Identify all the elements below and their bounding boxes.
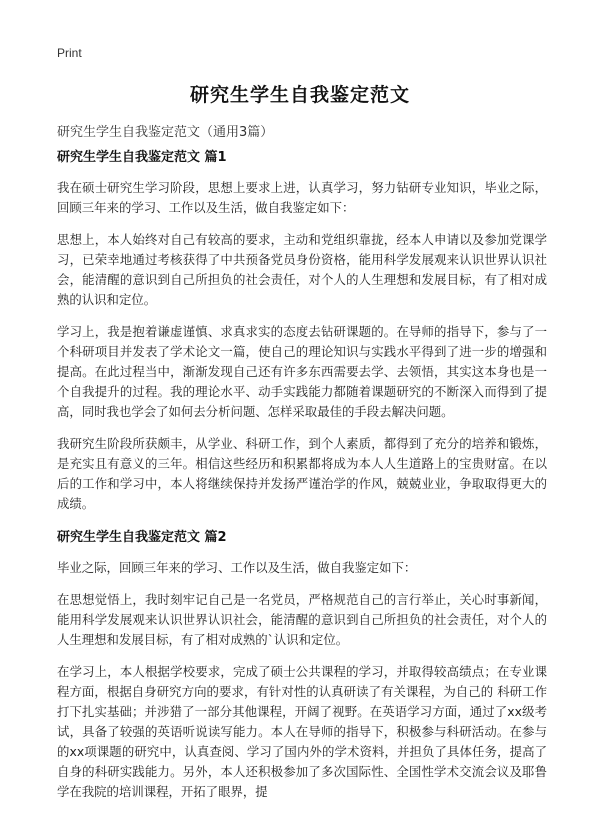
paragraph: 学习上，我是抱着谦虚谨慎、求真求实的态度去钻研课题的。在导师的指导下，参与了一个科研项目并发表了学术论文一篇，使自己的理论知识与实践水平得到了进一步的增强和提高。在此过程当中，渐渐发现自己还有许多东西需要去学、去领悟，其实这本身也是一个自我提升的过程。我的理论水平、动手实践能力都随着课题研究的不断深入而得到了提高，同时我也学会了如何去分析问题、怎样采取最佳的手段去解决问题。 bbox=[57, 324, 547, 419]
print-label: Print bbox=[57, 46, 82, 60]
section-heading: 研究生学生自我鉴定范文 篇1 bbox=[57, 150, 227, 165]
paragraph: 在学习上，本人根据学校要求，完成了硕士公共课程的学习，并取得较高绩点；在专业课程方面，根据自身研究方向的要求，有针对性的认真研读了有关课程，为自己的 科研工作打下扎实基础；并涉猎了一部分其他课程，开阔了视野。在英语学习方面，通过了xx级考试，具备了较强的英语听说读写能力。本人在导师的指导下，积极参与科研活动。在参与的xx项课题的研究中，认真查阅、学习了国内外的学术资料，并担负了具体任务，提高了自身的科研实践能力。另外，本人还积极参加了多次国际性、全国性学术交流会议及耶鲁学在我院的培训课程，开拓了眼界，提 bbox=[57, 664, 547, 799]
paragraph: 我研究生阶段所获颇丰，从学业、科研工作，到个人素质，都得到了充分的培养和锻炼，是充实且有意义的三年。相信这些经历和积累都将成为本人人生道路上的宝贵财富。在以后的工作和学习中，本人将继续保持并发扬严谨治学的作风，兢兢业业，争取取得更大的成绩。 bbox=[57, 436, 547, 511]
paragraph: 思想上，本人始终对自己有较高的要求，主动和党组织靠拢，经本人申请以及参加党课学习，已荣幸地通过考核获得了中共预备党员身份资格，能用科学发展观来认识世界认识社会，能清醒的意识到自己所担负的社会责任，对个人的人生理想和发展目标，有了相对成熟的认识和定位。 bbox=[57, 232, 547, 307]
section-1 bbox=[57, 150, 547, 514]
document-subtitle: 研究生学生自我鉴定范文（通用3篇） bbox=[57, 125, 274, 140]
page-title: 研究生学生自我鉴定范文 bbox=[189, 84, 410, 106]
paragraph: 在思想觉悟上，我时刻牢记自己是一名党员，严格规范自己的言行举止，关心时事新闻，能用科学发展观来认识世界认识社会，能清醒的意识到自己所担负的社会责任，对个人的人生理想和发展目标，有了相对成熟的`认识和定位。 bbox=[57, 592, 547, 647]
paragraph: 毕业之际，回顾三年来的学习、工作以及生活，做自我鉴定如下： bbox=[57, 560, 417, 575]
section-heading: 研究生学生自我鉴定范文 篇2 bbox=[57, 530, 227, 545]
document-body bbox=[57, 150, 547, 814]
paragraph: 我在硕士研究生学习阶段，思想上要求上进，认真学习，努力钻研专业知识，毕业之际，回顾三年来的学习、工作以及生活，做自我鉴定如下： bbox=[57, 180, 547, 215]
section-2 bbox=[57, 530, 547, 802]
